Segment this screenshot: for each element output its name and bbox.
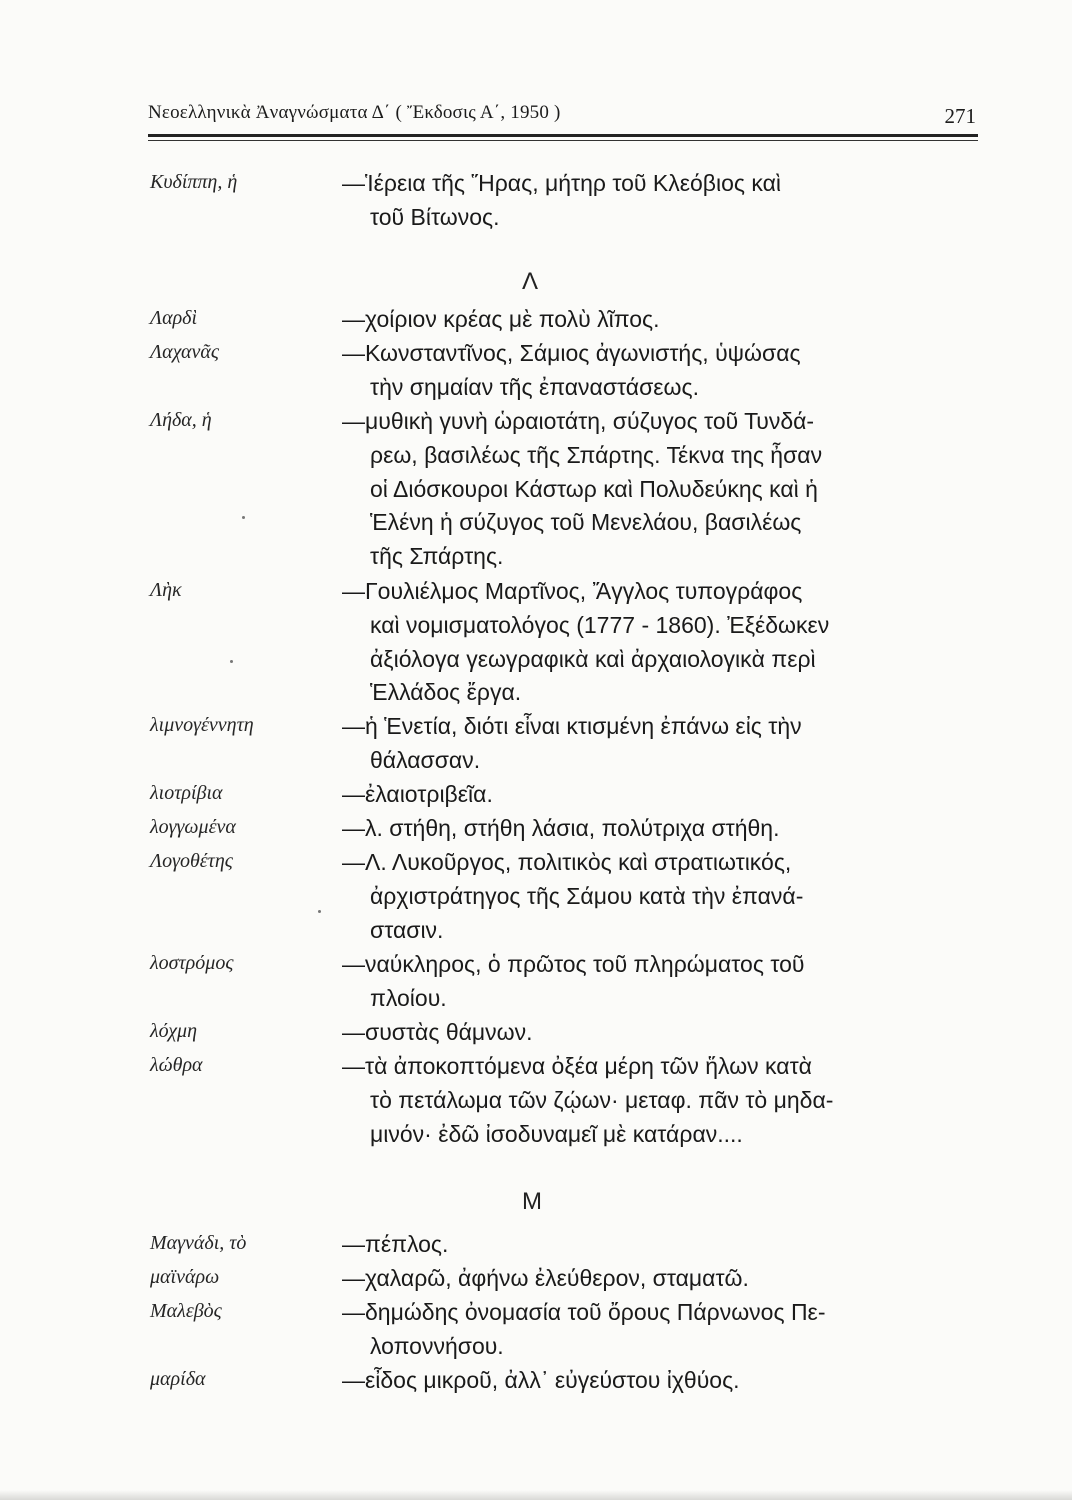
glossary-definition	[342, 1050, 987, 1151]
definition-line: καὶ νομισματολόγος (1777 - 1860). Ἐξέδωκεν	[370, 611, 830, 638]
scan-speck	[242, 516, 245, 519]
definition-line: τὴν σημαίαν τῆς ἐπαναστάσεως.	[370, 373, 699, 400]
glossary-definition	[342, 846, 987, 947]
definition-line: —χαλαρῶ, ἀφήνω ἐλεύθερον, σταματῶ.	[342, 1265, 749, 1291]
glossary-term: Λαχανᾶς	[150, 341, 219, 363]
header-rule-thin	[148, 140, 978, 141]
definition-line: οἱ Διόσκουροι Κάστωρ καὶ Πολυδεύκης καὶ ἡ	[370, 475, 818, 502]
glossary-definition	[342, 778, 987, 812]
page-number: 271	[944, 104, 976, 128]
glossary-definition	[342, 1228, 987, 1262]
glossary-term: Λαρδὶ	[150, 307, 198, 329]
glossary-term: Κυδίππη, ἡ	[150, 171, 238, 193]
glossary-definition	[342, 405, 987, 574]
glossary-term: μαρίδα	[150, 1368, 206, 1390]
definition-line: —συστὰς θάμνων.	[342, 1019, 533, 1045]
glossary-term: λιμνογέννητη	[150, 714, 254, 736]
definition-line: —Ἱέρεια τῆς Ἥρας, μήτηρ τοῦ Κλεόβιος καὶ	[342, 170, 781, 196]
definition-line: —τὰ ἀποκοπτόμενα ὀξέα μέρη τῶν ἥλων κατὰ	[342, 1053, 812, 1079]
definition-line: —Λ. Λυκοῦργος, πολιτικὸς καὶ στρατιωτικός,	[342, 849, 792, 875]
running-header	[148, 102, 978, 132]
definition-line: τοῦ Βίτωνος.	[370, 203, 500, 230]
definition-line: —ἡ Ἑνετία, διότι εἶναι κτισμένη ἐπάνω εἰς τὴν	[342, 713, 802, 739]
glossary-term: λώθρα	[150, 1054, 203, 1076]
definition-line: —χοίριον κρέας μὲ πολὺ λῖπος.	[342, 306, 660, 332]
definition-line: ἀξιόλογα γεωγραφικὰ καὶ ἀρχαιολογικὰ περὶ	[370, 645, 816, 672]
definition-line: —δημώδης ὀνομασία τοῦ ὄρους Πάρνωνος Πε-	[342, 1299, 826, 1325]
definition-line: Ἑλένη ἡ σύζυγος τοῦ Μενελάου, βασιλέως	[370, 509, 802, 536]
glossary-definition	[342, 575, 987, 710]
definition-line: στασιν.	[370, 916, 444, 943]
glossary-definition	[342, 812, 987, 846]
glossary-term: Μαλεβὸς	[150, 1300, 222, 1322]
definition-line: —ναύκληρος, ὁ πρῶτος τοῦ πληρώματος τοῦ	[342, 951, 805, 977]
definition-line: μινόν· ἐδῶ ἰσοδυναμεῖ μὲ κατάραν....	[370, 1120, 743, 1147]
scan-speck	[230, 660, 233, 663]
section-letter-m: Μ	[522, 1188, 542, 1215]
definition-line: —Κωνσταντῖνος, Σάμιος ἀγωνιστής, ὑψώσας	[342, 340, 801, 366]
glossary-definition	[342, 303, 987, 337]
header-rule-thick	[148, 134, 978, 137]
glossary-term: Λὴκ	[150, 579, 182, 601]
definition-line: λοποννήσου.	[370, 1332, 504, 1359]
glossary-term: λογγωμένα	[150, 816, 236, 838]
glossary-definition	[342, 167, 987, 235]
glossary-term: λόχμη	[150, 1020, 198, 1042]
scan-speck	[318, 910, 321, 913]
page-bottom-edge	[0, 1490, 1072, 1500]
glossary-definition	[342, 337, 987, 405]
definition-line: θάλασσαν.	[370, 746, 481, 773]
section-letter-l: Λ	[522, 268, 539, 295]
definition-line: τῆς Σπάρτης.	[370, 543, 504, 570]
glossary-term: Λογοθέτης	[150, 850, 233, 872]
glossary-definition	[342, 710, 987, 778]
glossary-definition	[342, 948, 987, 1016]
glossary-term: Μαγνάδι, τὸ	[150, 1232, 247, 1254]
glossary-definition	[342, 1364, 987, 1398]
definition-line: πλοίου.	[370, 984, 447, 1011]
definition-line: Ἑλλάδος ἔργα.	[370, 679, 522, 706]
definition-line: —ἐλαιοτριβεῖα.	[342, 781, 493, 807]
definition-line: ρεω, βασιλέως τῆς Σπάρτης. Τέκνα της ἦσαν	[370, 441, 823, 468]
glossary-term: Λήδα, ἡ	[150, 409, 212, 431]
glossary-term: λοστρόμος	[150, 952, 234, 974]
glossary-definition	[342, 1262, 987, 1296]
glossary-definition	[342, 1296, 987, 1364]
glossary-term: λιοτρίβια	[150, 782, 223, 804]
definition-line: τὸ πετάλωμα τῶν ζῴων· μεταφ. πᾶν τὸ μηδα-	[370, 1086, 834, 1113]
glossary-definition	[342, 1016, 987, 1050]
header-title: Νεοελληνικὰ Ἀναγνώσματα Δ΄ ( Ἔκδοσις Α΄, 1950 )	[148, 102, 561, 123]
definition-line: —εἶδος μικροῦ, ἀλλ᾽ εὐγεύστου ἰχθύος.	[342, 1367, 740, 1393]
definition-line: —λ. στήθη, στήθη λάσια, πολύτριχα στήθη.	[342, 815, 780, 841]
definition-line: —Γουλιέλμος Μαρτῖνος, Ἄγγλος τυπογράφος	[342, 578, 803, 604]
definition-line: ἀρχιστράτηγος τῆς Σάμου κατὰ τὴν ἐπανά-	[370, 882, 804, 909]
definition-line: —πέπλος.	[342, 1231, 449, 1257]
glossary-term: μαϊνάρω	[150, 1266, 220, 1288]
definition-line: —μυθικὴ γυνὴ ὡραιοτάτη, σύζυγος τοῦ Τυνδά-	[342, 408, 815, 434]
